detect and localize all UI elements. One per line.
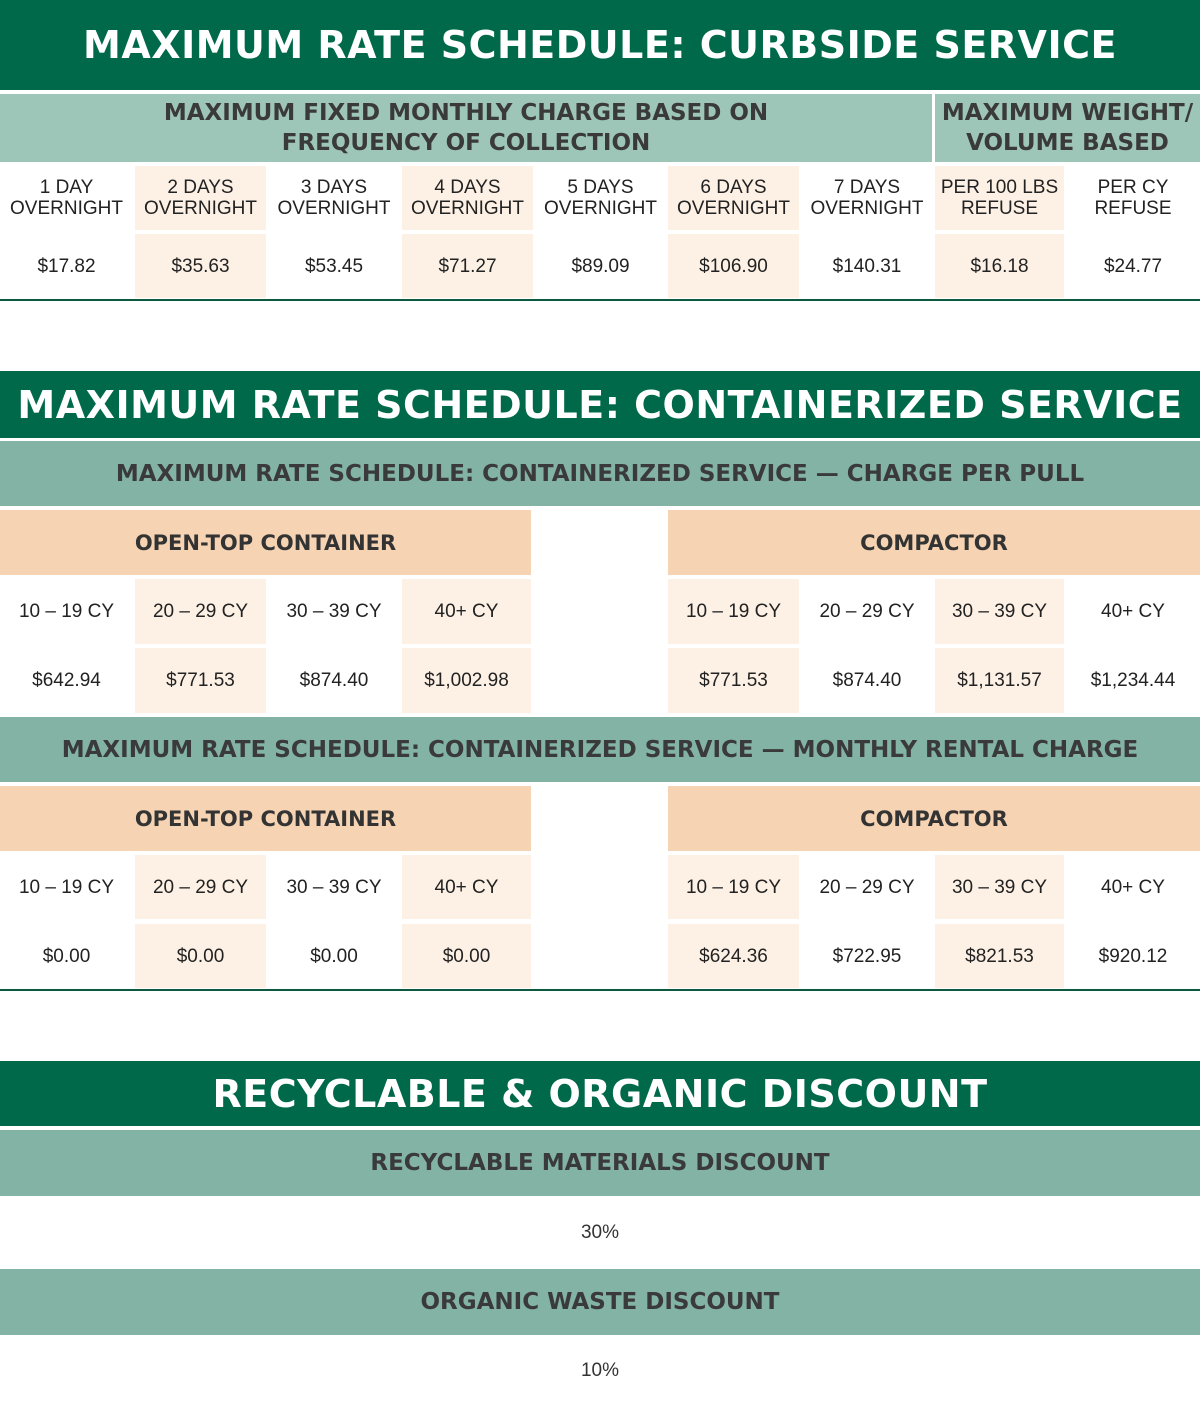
curbside-column-label: 1 DAY OVERNIGHT [10, 177, 123, 219]
curbside-title: MAXIMUM RATE SCHEDULE: CURBSIDE SERVICE [0, 0, 1200, 90]
compactor-size-cell: 10 – 19 CY [668, 855, 799, 919]
recyclable-discount-label: RECYCLABLE MATERIALS DISCOUNT [0, 1130, 1200, 1196]
compactor-value-cell: $771.53 [668, 648, 799, 713]
open-top-value-cell: $771.53 [135, 648, 266, 713]
rental-open-top-label: OPEN-TOP CONTAINER [0, 786, 531, 851]
compactor-value-cell: $722.95 [832, 945, 902, 967]
compactor-size-cell: 40+ CY [1101, 876, 1165, 898]
compactor-size-cell: 40+ CY [1101, 601, 1165, 622]
compactor-size-cell: 30 – 39 CY [935, 855, 1064, 919]
open-top-size-cell: 40+ CY [402, 579, 531, 644]
containerized-title: MAXIMUM RATE SCHEDULE: CONTAINERIZED SERVICE [0, 371, 1200, 438]
curbside-column-value: $24.77 [1103, 255, 1163, 277]
open-top-size-cell: 30 – 39 CY [286, 876, 382, 898]
curbside-column-value: $35.63 [135, 234, 266, 298]
curbside-column-value: $106.90 [668, 234, 799, 298]
curbside-column-label: 7 DAYS OVERNIGHT [810, 177, 924, 219]
open-top-value-cell: $874.40 [299, 670, 369, 691]
organic-discount-label: ORGANIC WASTE DISCOUNT [0, 1269, 1200, 1335]
curbside-column-label: 5 DAYS OVERNIGHT [544, 177, 657, 219]
compactor-value-cell: $821.53 [935, 924, 1064, 988]
divider [0, 299, 1200, 301]
compactor-value-cell: $920.12 [1098, 945, 1168, 967]
curbside-column-value: $53.45 [304, 255, 364, 277]
open-top-size-cell: 10 – 19 CY [18, 876, 115, 898]
divider [0, 989, 1200, 991]
open-top-size-cell: 30 – 39 CY [286, 601, 382, 622]
per-pull-compactor-label: COMPACTOR [668, 510, 1200, 575]
rental-compactor-label: COMPACTOR [668, 786, 1200, 851]
curbside-column-value: $89.09 [571, 255, 630, 277]
curbside-column-label: PER 100 LBS REFUSE [935, 166, 1064, 230]
curbside-column-label: 6 DAYS OVERNIGHT [668, 166, 799, 230]
open-top-value-cell: $1,002.98 [402, 648, 531, 713]
compactor-value-cell: $874.40 [832, 670, 902, 691]
curbside-column-label: 4 DAYS OVERNIGHT [402, 166, 533, 230]
per-pull-open-top-label: OPEN-TOP CONTAINER [0, 510, 531, 575]
open-top-value-cell: $0.00 [402, 924, 531, 988]
curbside-column-value: $16.18 [935, 234, 1064, 298]
curbside-column-label: 3 DAYS OVERNIGHT [277, 177, 391, 219]
organic-discount-value: 10% [580, 1359, 620, 1381]
compactor-size-cell: 20 – 29 CY [819, 601, 915, 622]
curbside-column-label: 2 DAYS OVERNIGHT [135, 166, 266, 230]
open-top-value-cell: $0.00 [135, 924, 266, 988]
curbside-column-label: PER CY REFUSE [1094, 177, 1172, 219]
curbside-column-value: $140.31 [832, 255, 902, 277]
fixed-charge-header: MAXIMUM FIXED MONTHLY CHARGE BASED ON FREQUENCY OF COLLECTION [0, 94, 932, 162]
compactor-value-cell: $1,234.44 [1090, 670, 1176, 691]
open-top-size-cell: 40+ CY [402, 855, 531, 919]
open-top-value-cell: $642.94 [32, 670, 101, 691]
discount-title: RECYCLABLE & ORGANIC DISCOUNT [0, 1061, 1200, 1126]
open-top-value-cell: $0.00 [310, 945, 358, 967]
per-pull-header: MAXIMUM RATE SCHEDULE: CONTAINERIZED SERVICE — CHARGE PER PULL [0, 441, 1200, 506]
weight-volume-header: MAXIMUM WEIGHT/ VOLUME BASED [935, 94, 1200, 162]
open-top-size-cell: 10 – 19 CY [18, 601, 115, 622]
compactor-size-cell: 20 – 29 CY [819, 876, 915, 898]
curbside-column-value: $71.27 [402, 234, 533, 298]
open-top-size-cell: 20 – 29 CY [135, 579, 266, 644]
open-top-value-cell: $0.00 [42, 945, 91, 967]
open-top-size-cell: 20 – 29 CY [135, 855, 266, 919]
rental-header: MAXIMUM RATE SCHEDULE: CONTAINERIZED SERVICE — MONTHLY RENTAL CHARGE [0, 717, 1200, 782]
compactor-value-cell: $624.36 [668, 924, 799, 988]
compactor-value-cell: $1,131.57 [935, 648, 1064, 713]
recyclable-discount-value: 30% [580, 1221, 620, 1243]
compactor-size-cell: 30 – 39 CY [935, 579, 1064, 644]
curbside-column-value: $17.82 [37, 255, 96, 277]
compactor-size-cell: 10 – 19 CY [668, 579, 799, 644]
